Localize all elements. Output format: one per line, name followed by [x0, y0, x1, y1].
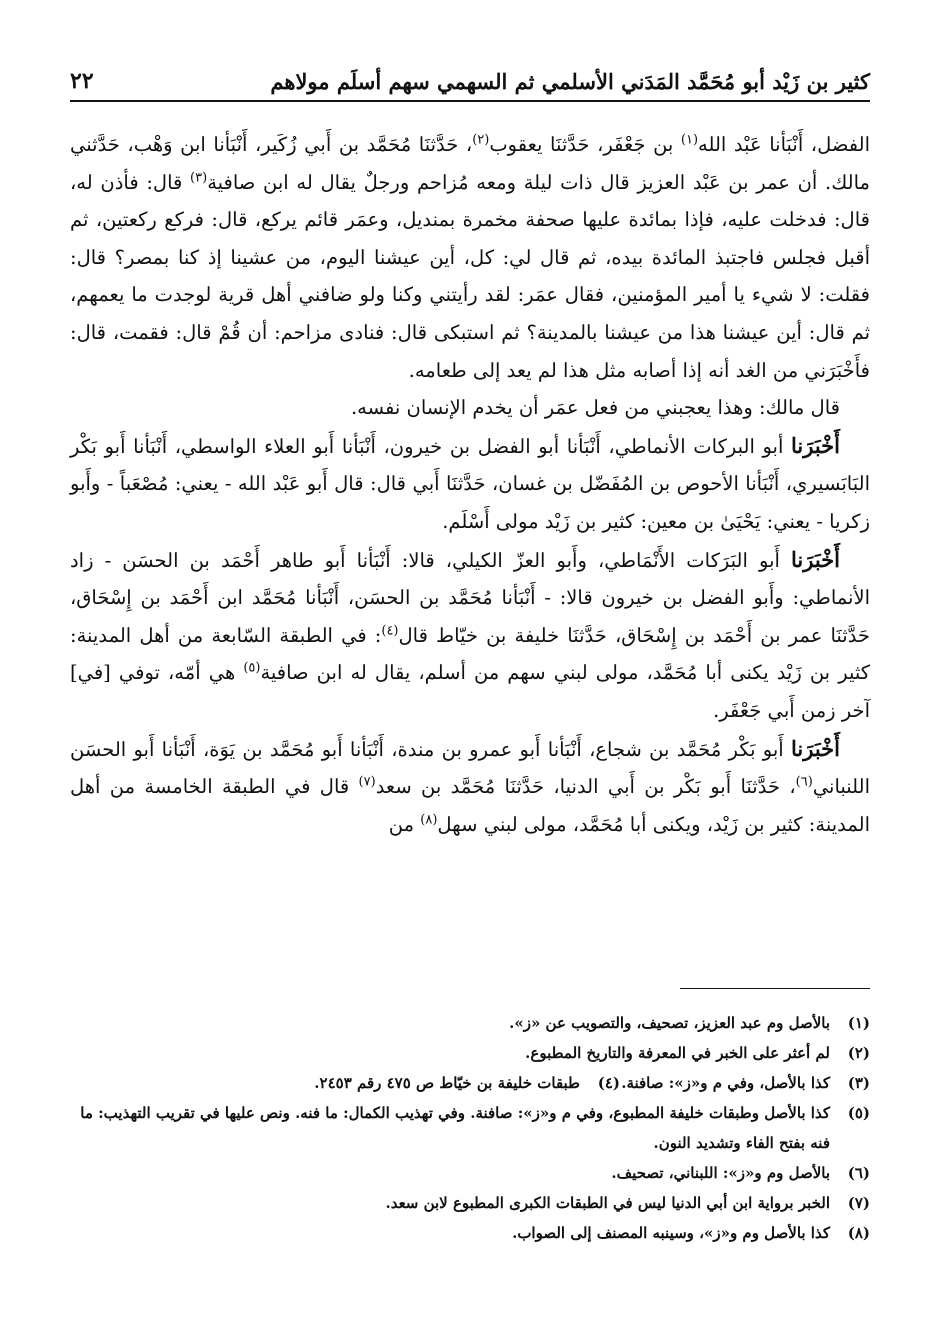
footnote-mark: (١)	[847, 1014, 870, 1032]
isnad-lead: أَخْبَرَنا	[791, 735, 840, 761]
paragraph-5	[70, 730, 870, 844]
text-run: بن جَعْفَر، حَدَّثنَا يعقوب	[489, 133, 681, 156]
footnote-mark: (٢)	[847, 1044, 870, 1062]
text-run: الفضل، أَنْبَأنا عَبْد الله	[698, 133, 870, 156]
text-run: أَبو البَرَكات الأَنْمَاطي، وأَبو العزّ الكيلي، قالا: أَنْبَأنا أَبو طاهر أَحْمَد بن الحسَن - زاد الأنماطي: وأَبو الفضل بن خيرون قالا: - أَنْبَأنا مُحَمَّد بن الحسَن، أَنْبَأنا مُحَمَّد ابن أَحْمَد بن إِسْحَاق، حَدَّثنَا عمر بن أَحْمَد بن إِسْحَاق، حَدَّثنَا خليفة بن خيّاط قال	[70, 548, 870, 647]
footnote-ref: (١)	[680, 132, 699, 148]
isnad-lead: أَخْبَرَنا	[791, 546, 840, 572]
footnote-text: كذا بالأصل، وفي م و«ز»: صافنة.	[621, 1074, 830, 1092]
running-title: كثير بن زَيْد أبو مُحَمَّد المَدَني الأسلمي ثم السهمي سهم أسلَم مولاهم	[270, 69, 870, 94]
footnote-ref: (٨)	[420, 812, 438, 828]
footnote-mark: (٦)	[847, 1164, 870, 1182]
text-run: قال: فأذن له، قال: فدخلت عليه، فإذا بمائدة عليها صحفة مخمرة بمنديل، وعمَر قائم يركع، قال: فركع ركعتين، ثم أقبل فجلس فاجتبذ المائدة بيده، ثم قال لي: كل، أين عيشنا اليوم، من عشينا إذ كنا بمصر؟ قال: فقلت: لا شيء يا أمير المؤمنين، فقال عمَر: لقد رأيتني وكنا ولو ضافني أهل قرية لوجدت ما يعمهم، ثم قال: أين عيشنا هذا من عيشنا بالمدينة؟ ثم استبكى قال: فنادى مزاحم: أن قُمْ قال: فقمت، قال: فأَخْبَرَني من الغد أنه إذا أصابه مثل هذا لم يعد إلى طعامه.	[70, 170, 870, 382]
footnote-ref: (٥)	[243, 660, 261, 676]
text-run: ، حَدَّثنَا أَبو بَكْر بن أَبي الدنيا، حَدَّثنَا مُحَمَّد بن سعد	[375, 775, 796, 799]
footnote-ref: (٦)	[795, 774, 813, 790]
footnote-text: لم أعثر على الخبر في المعرفة والتاريخ المطبوع.	[525, 1044, 830, 1062]
footnote-ref: (٧)	[358, 774, 376, 790]
text-run: هي أمّه، توفي [في] آخر زمن أَبي جَعْفَر.	[70, 661, 870, 722]
text-run: أبو البركات الأنماطي، أَنْبَأنا أبو الفضل بن خيرون، أَنْبَأنا أَبو العلاء الواسطي، أَنْبَأنا أَبو بَكْر البَابَسيري، أَنْبَأنا الأحوص بن المُفَضّل بن غسان، حَدَّثنَا أَبي قال: قال أَبو عَبْد الله - يعني: مُصْعَباً - وأَبو زكريا - يعني: يَحْيَىٰ بن معين: كثير بن زَيْد مولى أَسْلَم.	[70, 434, 870, 533]
isnad-lead: أَخْبَرَنا	[791, 432, 840, 458]
footnote-mark: (٤)	[597, 1074, 620, 1092]
footnote-ref: (٤)	[381, 623, 399, 639]
footnote-mark: (٨)	[847, 1224, 870, 1242]
paragraph-1	[70, 126, 870, 389]
paragraph-3	[70, 427, 870, 541]
footnote	[70, 1038, 870, 1068]
footnote-text: بالأصل وم عبد العزيز، تصحيف، والتصويب عن «ز».	[509, 1014, 830, 1032]
footnote-text: كذا بالأصل وطبقات خليفة المطبوع، وفي م و«ز»: صافنة. وفي تهذيب الكمال: ما فنه. ونص عليها في تقريب التهذيب: ما فنه بفتح الفاء وتشديد النون.	[80, 1104, 830, 1152]
footnote-mark: (٣)	[847, 1074, 870, 1092]
text-run: قال في الطبقة الخامسة من أهل المدينة: كثير بن زَيْد، ويكنى أبا مُحَمَّد، مولى لبني سهل	[70, 775, 870, 836]
footnote-mark: (٧)	[847, 1194, 870, 1212]
text-run: أَبو بَكْر مُحَمَّد بن شجاع، أَنْبَأنا أَبو عمرو بن مندة، أَنْبَأنا أَبو مُحَمَّد بن يَوَة، أَنْبَأنا أَبو الحسَن اللنباني	[70, 737, 870, 799]
footnote-mark: (٥)	[847, 1104, 870, 1122]
footnote-divider	[680, 988, 870, 989]
footnote-text: طبقات خليفة بن خيّاط ص ٤٧٥ رقم ٢٤٥٣.	[314, 1074, 580, 1092]
footnote-text-pair	[70, 1068, 830, 1098]
footnote	[70, 1068, 870, 1098]
paragraph-4	[70, 541, 870, 730]
footnote	[70, 1218, 870, 1248]
text-run: ، حَدَّثنَا مُحَمَّد بن أَبي زُكَير، أَنْبَأنا ابن وَهْب، حَدَّثني مالك. أن عمر بن عَبْد العزيز قال ذات ليلة ومعه مُزاحم ورجلٌ يقال له ابن صافية	[70, 133, 870, 194]
footnote-ref: (٢)	[472, 132, 490, 148]
footnote	[70, 1008, 870, 1038]
footnotes	[70, 1008, 870, 1248]
text-run: من	[388, 812, 421, 836]
footnote-text: الخبر برواية ابن أبي الدنيا ليس في الطبقات الكبرى المطبوع لابن سعد.	[385, 1194, 830, 1212]
text-run: : في الطبقة السّابعة من أهل المدينة: كثير بن زَيْد يكنى أبا مُحَمَّد، مولى لبني سهم من أسلم، يقال له ابن صافية	[70, 623, 870, 685]
page-number: ٢٢	[70, 68, 94, 94]
page-header	[70, 60, 870, 102]
footnote-ref: (٣)	[190, 170, 208, 186]
footnote-text: بالأصل وم و«ز»: اللبناني، تصحيف.	[611, 1164, 830, 1182]
footnote	[70, 1188, 870, 1218]
footnote	[70, 1158, 870, 1188]
footnote	[70, 1098, 870, 1158]
paragraph-2: قال مالك: وهذا يعجبني من فعل عمَر أن يخدم الإنسان نفسه.	[350, 396, 840, 420]
main-text	[70, 126, 870, 843]
footnote-text: كذا بالأصل وم و«ز»، وسينبه المصنف إلى الصواب.	[512, 1224, 830, 1242]
